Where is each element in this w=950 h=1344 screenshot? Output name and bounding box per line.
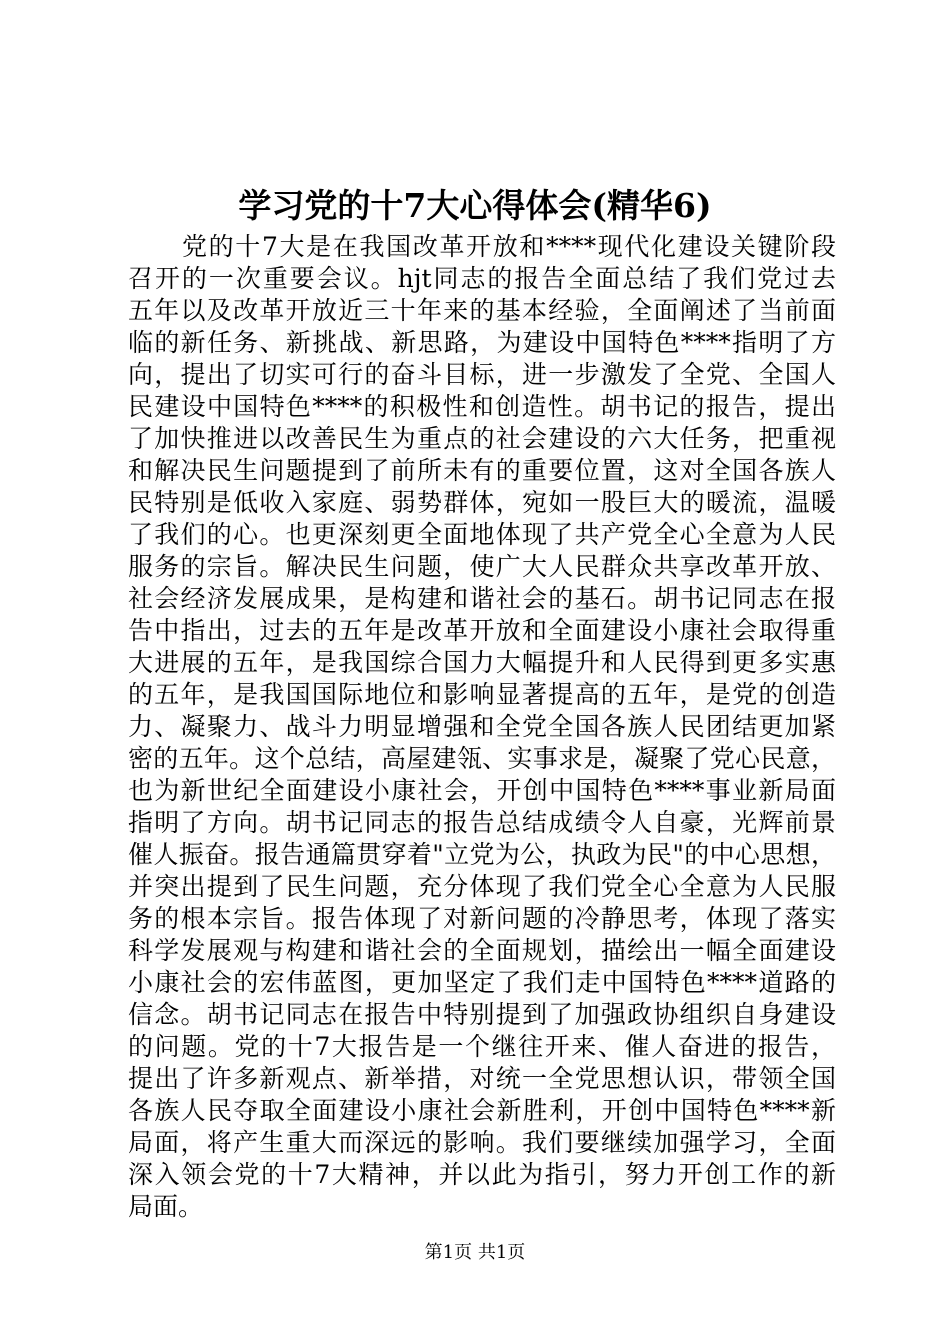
body-line: 局面。: [128, 1192, 204, 1221]
body-line: 社会经济发展成果，是构建和谐社会的基石。胡书记同志在报: [128, 584, 836, 613]
body-line: 深入领会党的十7大精神，并以此为指引，努力开创工作的新: [128, 1160, 836, 1189]
document-title: 学习党的十7大心得体会(精华6): [238, 186, 712, 225]
body-line: 指明了方向。胡书记同志的报告总结成绩令人自豪，光辉前景: [128, 808, 836, 837]
body-line: 告中指出，过去的五年是改革开放和全面建设小康社会取得重: [128, 616, 836, 645]
body-line: 也为新世纪全面建设小康社会，开创中国特色****事业新局面: [128, 776, 836, 805]
body-line: 科学发展观与构建和谐社会的全面规划，描绘出一幅全面建设: [128, 936, 836, 965]
body-line: 临的新任务、新挑战、新思路，为建设中国特色****指明了方: [128, 328, 836, 357]
body-line: 和解决民生问题提到了前所未有的重要位置，这对全国各族人: [128, 456, 836, 485]
body-line: 并突出提到了民生问题，充分体现了我们党全心全意为人民服: [128, 872, 836, 901]
body-line: 向，提出了切实可行的奋斗目标，进一步激发了全党、全国人: [128, 360, 836, 389]
body-line: 了加快推进以改善民生为重点的社会建设的六大任务，把重视: [128, 424, 836, 453]
document-body: [128, 231, 836, 1223]
body-line: 局面，将产生重大而深远的影响。我们要继续加强学习，全面: [128, 1128, 836, 1157]
page-number-footer: 第1页 共1页: [424, 1242, 526, 1263]
body-line: 的五年，是我国国际地位和影响显著提高的五年，是党的创造: [128, 680, 836, 709]
body-line: 务的根本宗旨。报告体现了对新问题的冷静思考，体现了落实: [128, 904, 836, 933]
body-line: 召开的一次重要会议。hjt同志的报告全面总结了我们党过去: [128, 264, 836, 293]
body-line: 五年以及改革开放近三十年来的基本经验，全面阐述了当前面: [128, 296, 836, 325]
body-line: 催人振奋。报告通篇贯穿着"立党为公，执政为民"的中心思想，: [128, 840, 836, 869]
body-line: 服务的宗旨。解决民生问题，使广大人民群众共享改革开放、: [128, 552, 836, 581]
body-line: 各族人民夺取全面建设小康社会新胜利，开创中国特色****新: [128, 1096, 836, 1125]
body-line: 力、凝聚力、战斗力明显增强和全党全国各族人民团结更加紧: [128, 712, 836, 741]
body-line: 小康社会的宏伟蓝图，更加坚定了我们走中国特色****道路的: [128, 968, 836, 997]
body-line: 党的十7大是在我国改革开放和****现代化建设关键阶段: [182, 232, 836, 261]
body-line: 民建设中国特色****的积极性和创造性。胡书记的报告，提出: [128, 392, 836, 421]
body-line: 信念。胡书记同志在报告中特别提到了加强政协组织自身建设: [128, 1000, 836, 1029]
body-line: 民特别是低收入家庭、弱势群体，宛如一股巨大的暖流，温暖: [128, 488, 836, 517]
body-line: 密的五年。这个总结，高屋建瓴、实事求是，凝聚了党心民意，: [128, 744, 836, 773]
body-line: 提出了许多新观点、新举措，对统一全党思想认识，带领全国: [128, 1064, 836, 1093]
body-line: 大进展的五年，是我国综合国力大幅提升和人民得到更多实惠: [128, 648, 836, 677]
body-line: 了我们的心。也更深刻更全面地体现了共产党全心全意为人民: [128, 520, 836, 549]
body-line: 的问题。党的十7大报告是一个继往开来、催人奋进的报告，: [128, 1032, 836, 1061]
